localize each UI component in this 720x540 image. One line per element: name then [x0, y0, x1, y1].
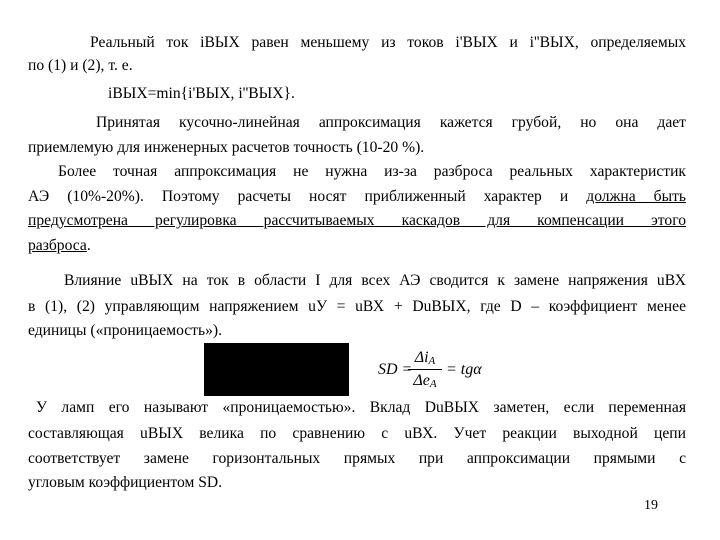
formula-numerator: ΔiA [414, 349, 436, 367]
formula-fraction [408, 348, 442, 391]
p1-line1: Реальный ток iВЫХ равен меньшему из токов i'ВЫХ и i''ВЫХ, определяемых [90, 34, 686, 51]
p2-line2: приемлемую для инженерных расчетов точность (10-20 %). [28, 139, 425, 156]
p5-line2: составляющая uВЫХ велика по сравнению с uВХ. Учет реакции выходной цепи [28, 425, 686, 442]
p3-line2: АЭ (10%-20%). Поэтому расчеты носят приближенный характер и должна быть [28, 188, 686, 205]
fraction-bar [408, 369, 442, 370]
underlined-text: должна быть [586, 188, 686, 205]
formula-lhs: SD = [378, 361, 413, 378]
p3-line3-underlined: предусмотрена регулировка рассчитываемых каскадов для компенсации этого [28, 212, 686, 229]
p5-line4: угловым коэффициентом SD. [28, 474, 223, 491]
p3-line1: Более точная аппроксимация не нужна из-за разброса реальных характеристик [58, 163, 686, 180]
p3-line4: разброса. [28, 237, 91, 254]
p4-line1: Влияние uВЫХ на ток в области I для всех АЭ сводится к замене напряжения uВХ [64, 272, 686, 289]
black-image-box [204, 343, 349, 396]
p4-line2: в (1), (2) управляющим напряжением uУ = uВХ + DuВЫХ, где D – коэффициент менее [28, 298, 686, 315]
underlined-text-end: разброса [28, 237, 87, 254]
page-number: 19 [644, 498, 658, 513]
formula-denominator: ΔeA [413, 372, 437, 390]
p1-formula-line: iВЫХ=min{i'ВЫХ, i''ВЫХ}. [108, 85, 295, 102]
p2-line1: Принятая кусочно-линейная аппроксимация кажется грубой, но она дает [96, 114, 686, 131]
sd-formula [378, 348, 498, 394]
formula-rhs: = tgα [446, 361, 482, 378]
p4-line3: единицы («проницаемость»). [28, 322, 223, 339]
p5-line3: соответствует замене горизонтальных прямых при аппроксимации прямыми с [28, 450, 686, 467]
p5-line1: У ламп его называют «проницаемостью». Вклад DuВЫХ заметен, если переменная [36, 399, 686, 416]
p1-line2: по (1) и (2), т. е. [28, 57, 133, 74]
